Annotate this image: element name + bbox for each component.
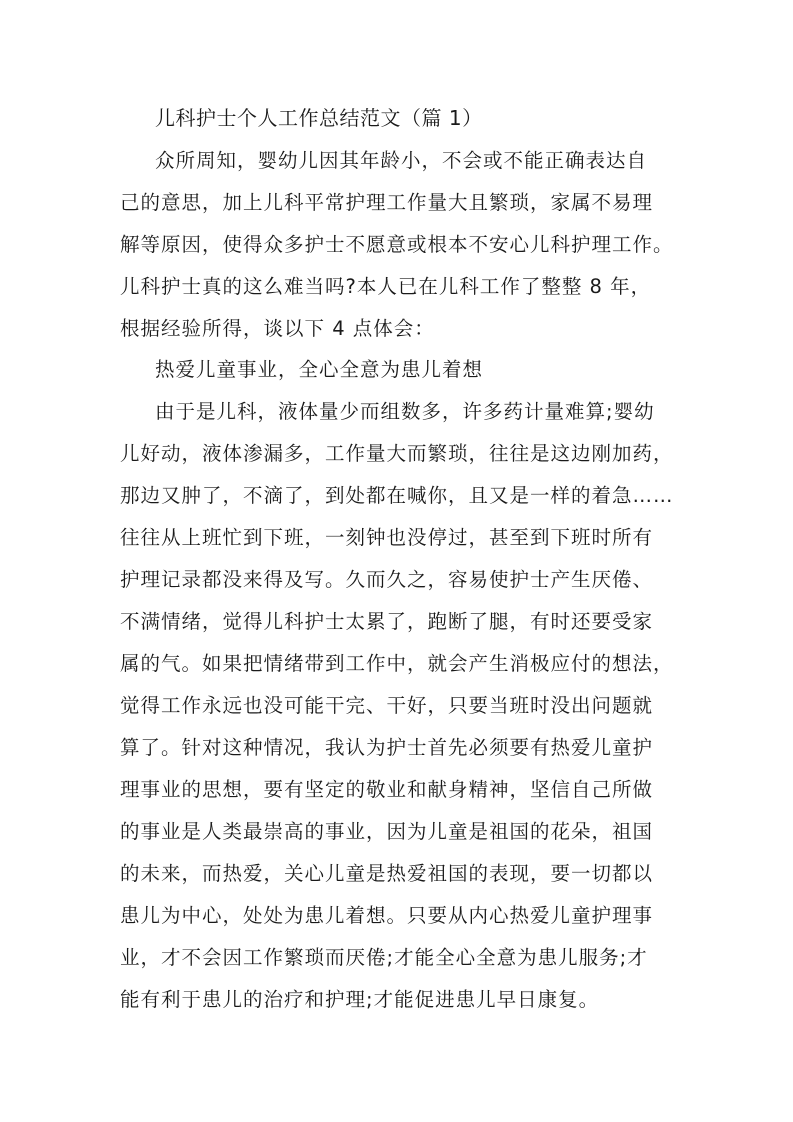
paragraph-line: 业，才不会因工作繁琐而厌倦;才能全心全意为患儿服务;才 bbox=[120, 946, 648, 969]
paragraph-line: 往往从上班忙到下班，一刻钟也没停过，甚至到下班时所有 bbox=[120, 526, 654, 549]
paragraph-line: 己的意思，加上儿科平常护理工作量大且繁琐，家属不易理 bbox=[120, 191, 654, 214]
paragraph-line: 属的气。如果把情绪带到工作中，就会产生消极应付的想法， bbox=[120, 652, 674, 675]
paragraph-line: 能有利于患儿的治疗和护理;才能促进患儿早日康复。 bbox=[120, 988, 600, 1011]
paragraph-line: 理事业的思想，要有坚定的敬业和献身精神，坚信自己所做 bbox=[120, 778, 654, 801]
paragraph-line: 不满情绪，觉得儿科护士太累了，跑断了腿，有时还要受家 bbox=[120, 610, 654, 633]
paragraph-line: 的未来，而热爱，关心儿童是热爱祖国的表现，要一切都以 bbox=[120, 862, 654, 885]
paragraph-line: 那边又肿了，不滴了，到处都在喊你，且又是一样的着急…… bbox=[120, 484, 674, 507]
paragraph-line: 众所周知，婴幼儿因其年龄小，不会或不能正确表达自 bbox=[155, 149, 648, 172]
paragraph-line: 儿科护士真的这么难当吗?本人已在儿科工作了整整 8 年， bbox=[120, 275, 652, 298]
paragraph-line: 儿好动，液体渗漏多，工作量大而繁琐，往往是这边刚加药， bbox=[120, 442, 674, 465]
paragraph-line: 算了。针对这种情况，我认为护士首先必须要有热爱儿童护 bbox=[120, 736, 654, 759]
paragraph-line: 觉得工作永远也没可能干完、干好，只要当班时没出问题就 bbox=[120, 694, 654, 717]
paragraph-line: 解等原因，使得众多护士不愿意或根本不安心儿科护理工作。 bbox=[120, 233, 674, 256]
paragraph-line: 根据经验所得，谈以下 4 点体会： bbox=[120, 317, 435, 340]
paragraph-line: 的事业是人类最崇高的事业，因为儿童是祖国的花朵，祖国 bbox=[120, 820, 654, 843]
paragraph-line: 患儿为中心，处处为患儿着想。只要从内心热爱儿童护理事 bbox=[120, 904, 654, 927]
section-heading: 热爱儿童事业，全心全意为患儿着想 bbox=[155, 358, 484, 381]
document-title: 儿科护士个人工作总结范文（篇 1） bbox=[155, 106, 483, 130]
paragraph-line: 护理记录都没来得及写。久而久之，容易使护士产生厌倦、 bbox=[120, 568, 654, 591]
paragraph-line: 由于是儿科，液体量少而组数多，许多药计量难算;婴幼 bbox=[155, 400, 655, 423]
